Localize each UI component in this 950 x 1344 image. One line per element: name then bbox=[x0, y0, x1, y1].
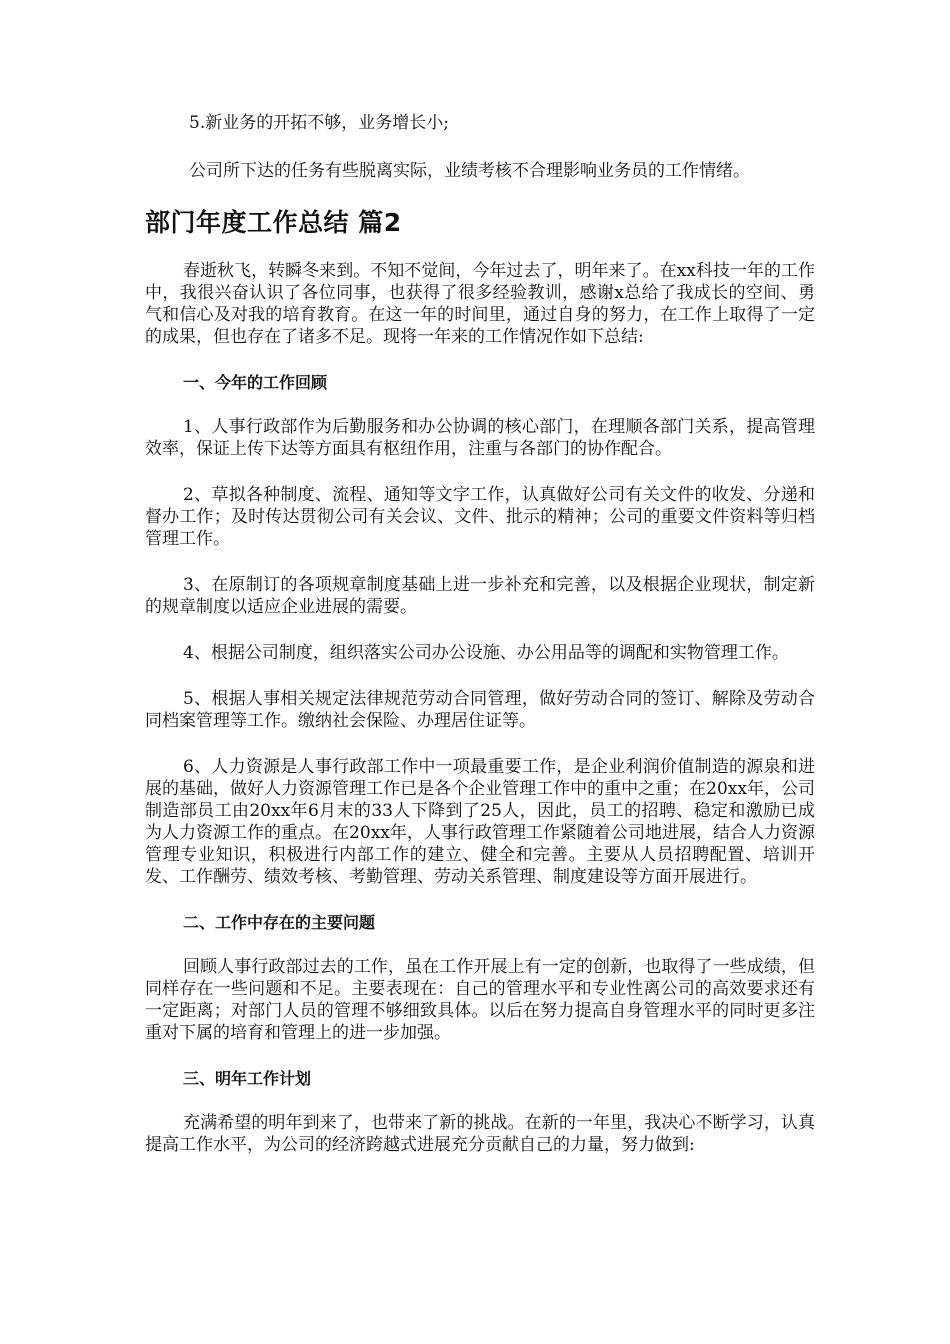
review-item-2: 2、草拟各种制度、流程、通知等文字工作，认真做好公司有关文件的收发、分递和督办工作；及时传达贯彻公司有关会议、文件、批示的精神；公司的重要文件资料等归档管理工作。 bbox=[145, 485, 815, 549]
list-item-5: 5.新业务的开拓不够，业务增长小; bbox=[189, 113, 449, 133]
review-item-6: 6、人力资源是人事行政部工作中一项最重要工作，是企业利润价值制造的源泉和进展的基础，做好人力资源管理工作已是各个企业管理工作中的重中之重；在20xx年，公司制造部员工由20xx年6月末的33人下降到了25人，因此，员工的招聘、稳定和激励已成为人力资源工作的重点。在20xx年，人事行政管理工作紧随着公司地进展，结合人力资源管理专业知识，积极进行内部工作的建立、健全和完善。主要从人员招聘配置、培训开发、工作酬劳、绩效考核、考勤管理、劳动关系管理、制度建设等方面开展进行。 bbox=[145, 757, 815, 887]
plan-paragraph: 充满希望的明年到来了，也带来了新的挑战。在新的一年里，我决心不断学习，认真提高工作水平，为公司的经济跨越式进展充分贡献自己的力量，努力做到: bbox=[145, 1113, 815, 1155]
document-body bbox=[145, 112, 815, 1180]
review-item-3: 3、在原制订的各项规章制度基础上进一步补充和完善，以及根据企业现状，制定新的规章制度以适应企业进展的需要。 bbox=[145, 575, 815, 617]
heading-work-review: 一、今年的工作回顾 bbox=[183, 373, 328, 392]
heading-main-problems: 二、工作中存在的主要问题 bbox=[183, 913, 376, 932]
intro-paragraph: 春逝秋飞，转瞬冬来到。不知不觉间，今年过去了，明年来了。在xx科技一年的工作中，我很兴奋认识了各位同事，也获得了很多经验教训，感谢x总给了我成长的空间、勇气和信心及对我的培育教育。在这一年的时间里，通过自身的努力，在工作上取得了一定的成果，但也存在了诸多不足。现将一年来的工作情况作如下总结: bbox=[145, 261, 815, 347]
heading-next-year-plan: 三、明年工作计划 bbox=[183, 1069, 312, 1088]
company-tasks-paragraph: 公司所下达的任务有些脱离实际，业绩考核不合理影响业务员的工作情绪。 bbox=[189, 161, 750, 181]
review-item-5: 5、根据人事相关规定法律规范劳动合同管理，做好劳动合同的签订、解除及劳动合同档案管理等工作。缴纳社会保险、办理居住证等。 bbox=[145, 689, 815, 731]
review-item-4: 4、根据公司制度，组织落实公司办公设施、办公用品等的调配和实物管理工作。 bbox=[183, 643, 789, 663]
problems-paragraph: 回顾人事行政部过去的工作，虽在工作开展上有一定的创新，也取得了一些成绩，但同样存在一些问题和不足。主要表现在：自己的管理水平和专业性离公司的高效要求还有一定距离；对部门人员的管理不够细致具体。以后在努力提高自身管理水平的同时更多注重对下属的培育和管理上的进一步加强。 bbox=[145, 957, 815, 1043]
section-title: 部门年度工作总结 篇2 bbox=[145, 208, 402, 237]
review-item-1: 1、人事行政部作为后勤服务和办公协调的核心部门，在理顺各部门关系，提高管理效率，保证上传下达等方面具有枢纽作用，注重与各部门的协作配合。 bbox=[145, 417, 815, 459]
